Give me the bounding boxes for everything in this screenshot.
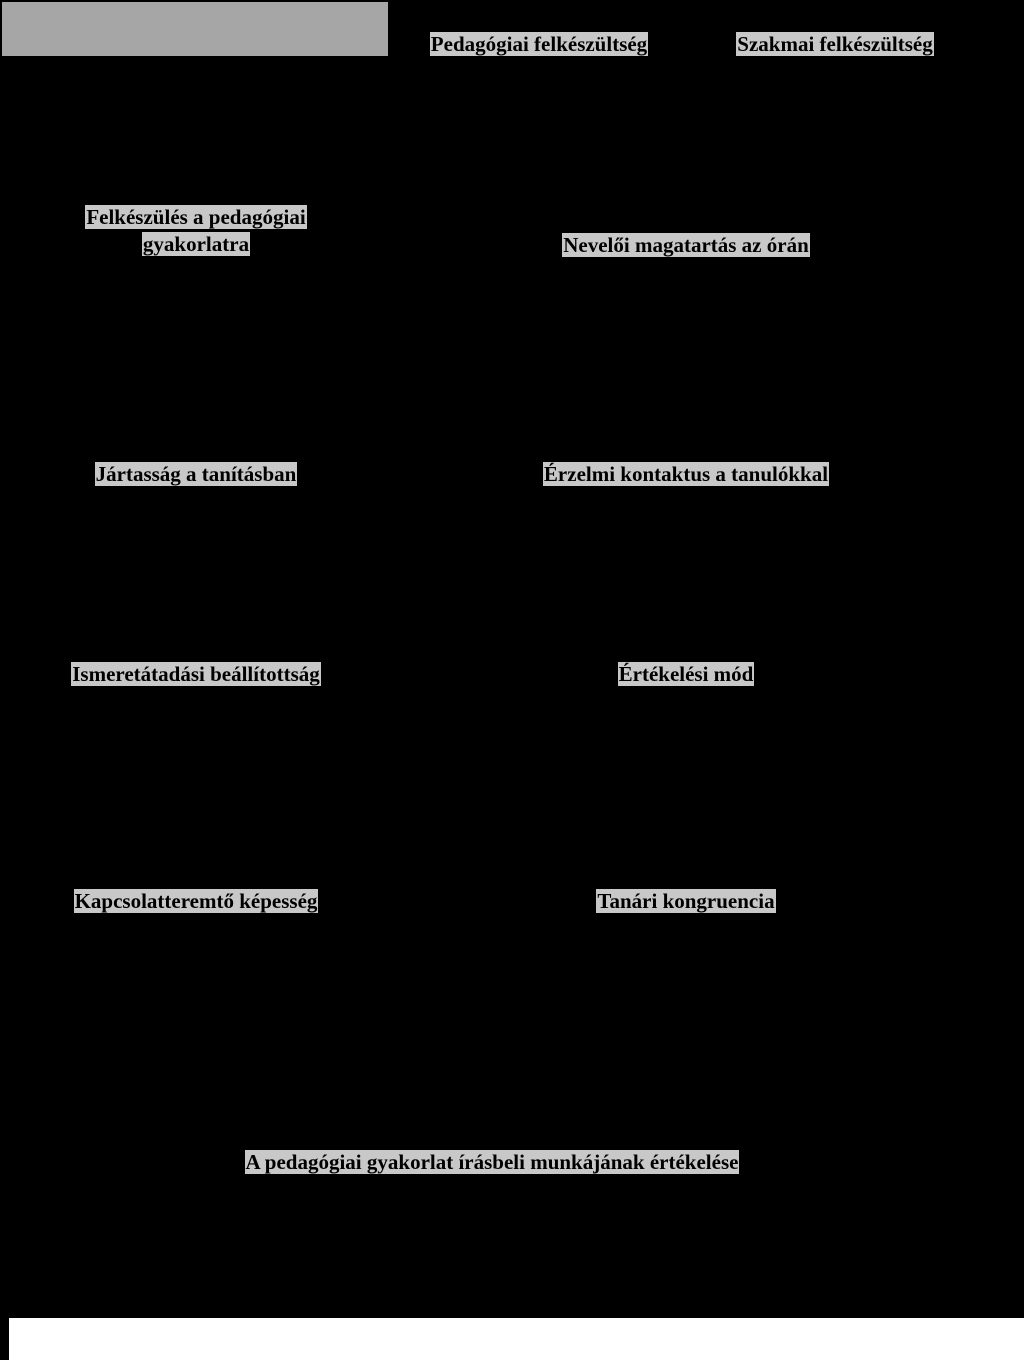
- criterion-teaching-skill: [40, 461, 352, 488]
- criterion-knowledge-transfer-label: Ismeretátadási beállítottság: [72, 662, 320, 686]
- criterion-educator-behavior-label: Nevelői magatartás az órán: [563, 233, 809, 257]
- column-header-professional-label: Szakmai felkészültség: [737, 32, 933, 56]
- column-header-pedagogical-label: Pedagógiai felkészültség: [430, 32, 648, 56]
- criterion-rapport-building-label: Kapcsolatteremtő képesség: [74, 889, 318, 913]
- criterion-teacher-congruence: [530, 888, 842, 915]
- written-work-evaluation-label: A pedagógiai gyakorlat írásbeli munkájának értékelése: [245, 1150, 739, 1174]
- criterion-evaluation-mode-label: Értékelési mód: [618, 662, 754, 686]
- criterion-rapport-building: [40, 888, 352, 915]
- criterion-preparation-line1: Felkészülés a pedagógiai: [86, 205, 306, 229]
- bottom-margin-band: [9, 1318, 1024, 1360]
- written-work-evaluation-title: [192, 1149, 792, 1176]
- criterion-educator-behavior: [530, 232, 842, 259]
- criterion-knowledge-transfer: [40, 661, 352, 688]
- criterion-emotional-contact-label: Érzelmi kontaktus a tanulókkal: [543, 462, 829, 486]
- column-header-professional: [720, 31, 950, 58]
- criterion-emotional-contact: [516, 461, 856, 488]
- criterion-preparation-line2: gyakorlatra: [142, 232, 250, 256]
- criterion-teaching-skill-label: Jártasság a tanításban: [95, 462, 297, 486]
- criterion-preparation: [40, 204, 352, 258]
- header-blank-cell: [2, 2, 388, 56]
- column-header-pedagogical: [414, 31, 664, 58]
- criterion-evaluation-mode: [530, 661, 842, 688]
- criterion-teacher-congruence-label: Tanári kongruencia: [597, 889, 775, 913]
